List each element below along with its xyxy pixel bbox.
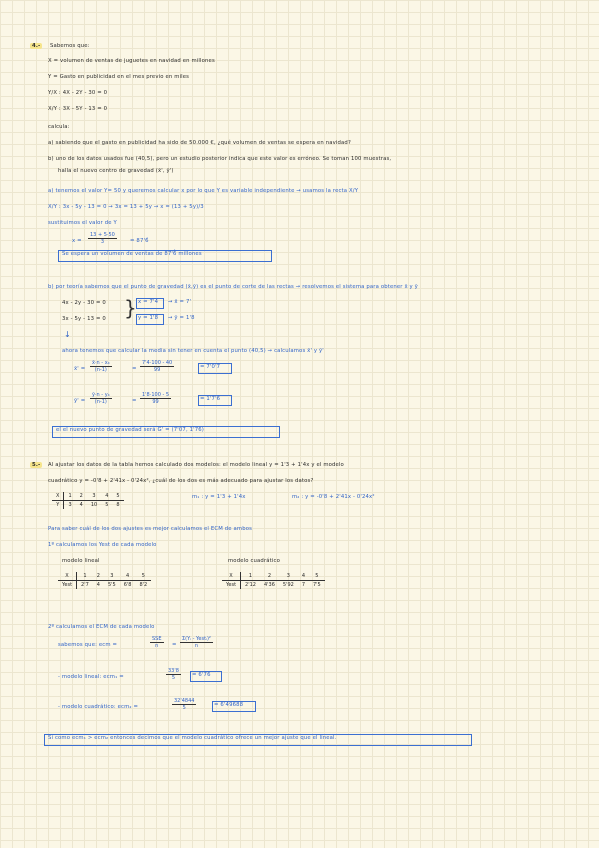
quadratic-ecm-label: - modelo cuadrático: ecm₂ = xyxy=(58,704,139,710)
linear-ecm-fraction: $\frac{33'8}{5}$ xyxy=(168,668,179,681)
data-table-cell: X xyxy=(52,492,64,501)
quadratic-ecm-fraction: $\frac{32'4844}{5}$ xyxy=(174,698,195,711)
data-table-cell: Y xyxy=(52,501,64,510)
data-table-cell: 8 xyxy=(116,502,120,508)
data-table-cell: 1 xyxy=(64,492,76,501)
definition-y: Y = Gasto en publicidad en el mes previo en miles xyxy=(48,74,190,80)
problem-5-line2: cuadrático y = -0'8 + 2'41x - 0'24x², ¿cuál de los dos es más adecuado para ajustar los datos? xyxy=(48,478,314,484)
answer-a-conclusion: Se espera un volumen de ventas de 87'6̂ millones xyxy=(62,251,202,257)
linear-table-cell: Yest xyxy=(58,581,77,590)
linear-yest-table xyxy=(58,572,151,589)
data-table xyxy=(52,492,124,509)
linear-ecm-answer: = 6'76 xyxy=(192,672,211,678)
y-prime-equals: = xyxy=(132,398,137,404)
linear-table-cell: 4 xyxy=(120,572,136,581)
definition-x: X = volumen de ventas de juguetes en navidad en millones xyxy=(48,58,215,64)
problem-5-line1: Al ajustar los datos de la tabla hemos calculado dos modelos: el modelo lineal y = 1'3 + 1'4x y el modelo xyxy=(48,462,344,468)
quadratic-table-cell: X xyxy=(222,572,241,581)
question-b-cont: halla el nuevo centro de gravedad (x̄', ȳ') xyxy=(58,168,174,174)
data-table-cell: 10 xyxy=(90,502,98,508)
problem-5-line4: 1º calculamos los Yest de cada modelo xyxy=(48,542,157,548)
problem-5-line5: 2º calculamos el ECM de cada modelo xyxy=(48,624,155,630)
problem-5-number: 5.- xyxy=(32,462,41,468)
system-brace: } xyxy=(124,296,137,320)
data-table-cell: 5 xyxy=(105,502,109,508)
quadratic-table-cell: 5'92 xyxy=(282,582,294,588)
x-bar-result: → x̄ = 7' xyxy=(168,299,192,305)
system-eq1: 4x - 2y - 30 = 0 xyxy=(62,300,106,306)
quadratic-table-cell: 7 xyxy=(301,582,305,588)
quadratic-table-cell: 7'5 xyxy=(313,582,321,588)
answer-b-line3: ahora tenemos que calcular la media sin tener en cuenta el punto (40,5) → calculamos x̄' y ȳ' xyxy=(62,348,324,354)
quadratic-table-cell: 2'12 xyxy=(245,582,256,588)
quadratic-model-title: modelo cuadrático xyxy=(228,558,280,564)
linear-table-cell: 2 xyxy=(93,572,104,581)
linear-table-cell: 2'7 xyxy=(81,582,89,588)
ecm-label: sabemos que: ecm = xyxy=(58,642,118,648)
data-table-cell: 4 xyxy=(79,502,83,508)
x-prime-fraction: $\frac{\text{x̄·n - x₄}}{(n-1)}$ xyxy=(92,360,110,373)
linear-table-cell: 1 xyxy=(77,572,93,581)
y-prime-fraction2: $\frac{1'8\cdot 100 - 5}{99}$ xyxy=(142,392,170,405)
data-table-cell: 2 xyxy=(76,492,87,501)
linear-ecm-label: - modelo lineal: ecm₁ = xyxy=(58,674,124,680)
model-1-label: m₁ : y = 1'3 + 1'4x xyxy=(192,494,246,500)
ecm-fraction: SSE n xyxy=(152,636,162,649)
x-prime-fraction2: $\frac{7'4\cdot 100 - 40}{99}$ xyxy=(142,360,173,373)
ecm-equals: = xyxy=(172,642,177,648)
answer-a-line3: sustituimos el valor de Y xyxy=(48,220,117,226)
quadratic-table-cell: 1 xyxy=(241,572,260,581)
answer-a-result: = 87'6̂ xyxy=(130,238,149,244)
model-2-label: m₂ : y = -0'8 + 2'41x - 0'24x² xyxy=(292,494,375,500)
y-prime-label: ȳ' = xyxy=(74,398,86,404)
linear-table-cell: 4 xyxy=(96,582,100,588)
data-table-cell: 5 xyxy=(112,492,123,501)
answer-a-line1: a) tenemos el valor Y= 50 y queremos calcular x por lo que Y es variable independiente → usamos la recta X/Y xyxy=(48,188,359,194)
linear-table-cell: 5 xyxy=(135,572,151,581)
data-table-cell: 3 xyxy=(68,502,72,508)
regression-xy: X/Y : 3X - 5Y - 13 = 0 xyxy=(48,106,108,112)
calcula-label: calcula: xyxy=(48,124,70,130)
answer-a-line2: X/Y : 3x - 5y - 13 = 0 → 3x = 13 + 5y → x = (13 + 5y)/3 xyxy=(48,204,204,210)
regression-yx: Y/X : 4X - 2Y - 30 = 0 xyxy=(48,90,108,96)
answer-b-line1: b) por teoría sabemos que el punto de gravedad (x̄,ȳ) es el punto de corte de las rectas → resolvemos el sistema para obtener x̄ y ȳ xyxy=(48,284,418,290)
answer-b-conclusion: el el nuevo punto de gravedad será G' = (7'07, 1'76) xyxy=(56,427,205,433)
data-table-cell: 4 xyxy=(101,492,112,501)
answer-a-x-label: x = xyxy=(72,238,82,244)
problem-4-intro: Sabemos que: xyxy=(50,43,90,49)
x-result: x = 7'4 xyxy=(138,299,159,305)
problem-4-number: 4.- xyxy=(32,43,41,49)
quadratic-table-cell: 5 xyxy=(309,572,325,581)
linear-table-cell: 6'8 xyxy=(123,582,132,588)
x-prime-label: x̄' = xyxy=(74,366,86,372)
quadratic-ecm-answer: = 6'49688 xyxy=(214,702,244,708)
problem-5-line3: Para saber cuál de los dos ajustes es mejor calculamos el ECM de ambos xyxy=(48,526,253,532)
quadratic-table-cell: 3 xyxy=(279,572,298,581)
quadratic-table-cell: 2 xyxy=(260,572,279,581)
y-bar-result: → ȳ = 1'8 xyxy=(168,315,195,321)
quadratic-table-cell: Yest xyxy=(222,581,241,590)
linear-table-cell: 8'2 xyxy=(139,582,148,588)
ecm-fraction2: Σ(Yᵢ - Yestᵢ)² n xyxy=(182,636,211,649)
arrow-down-icon: ↓ xyxy=(64,330,71,339)
linear-table-cell: 5'5 xyxy=(107,582,116,588)
data-table-cell: 3 xyxy=(87,492,101,501)
problem-5-conclusion: Si como ecm₁ > ecm₂ entonces decimos que el modelo cuadrático ofrece un mejor ajuste que el lineal. xyxy=(48,735,337,741)
question-b: b) uno de los datos usados fue (40,5), pero un estudio posterior indica que este valor es erróneo. Se toman 100 muestras, xyxy=(48,156,392,162)
quadratic-table-cell: 4'36 xyxy=(263,582,275,588)
y-prime-answer: = 1'7'6̂ xyxy=(200,396,221,402)
x-prime-answer: = 7'0'7̂ xyxy=(200,364,221,370)
linear-model-title: modelo lineal xyxy=(62,558,100,564)
linear-table-cell: X xyxy=(58,572,77,581)
system-eq2: 3x - 5y - 13 = 0 xyxy=(62,316,106,322)
quadratic-table-cell: 4 xyxy=(298,572,309,581)
answer-a-fraction: $\frac{13 + 5\cdot 50}{3}$ xyxy=(90,232,115,245)
quadratic-yest-table xyxy=(222,572,325,589)
y-prime-fraction: $\frac{\text{ȳ·n - y₄}}{(n-1)}$ xyxy=(92,392,110,405)
y-result: y = 1'8 xyxy=(138,315,159,321)
x-prime-equals: = xyxy=(132,366,137,372)
question-a: a) sabiendo que el gasto en publicidad ha sido de 50.000 €, ¿qué volumen de ventas se espera en navidad? xyxy=(48,140,351,146)
linear-table-cell: 3 xyxy=(104,572,120,581)
